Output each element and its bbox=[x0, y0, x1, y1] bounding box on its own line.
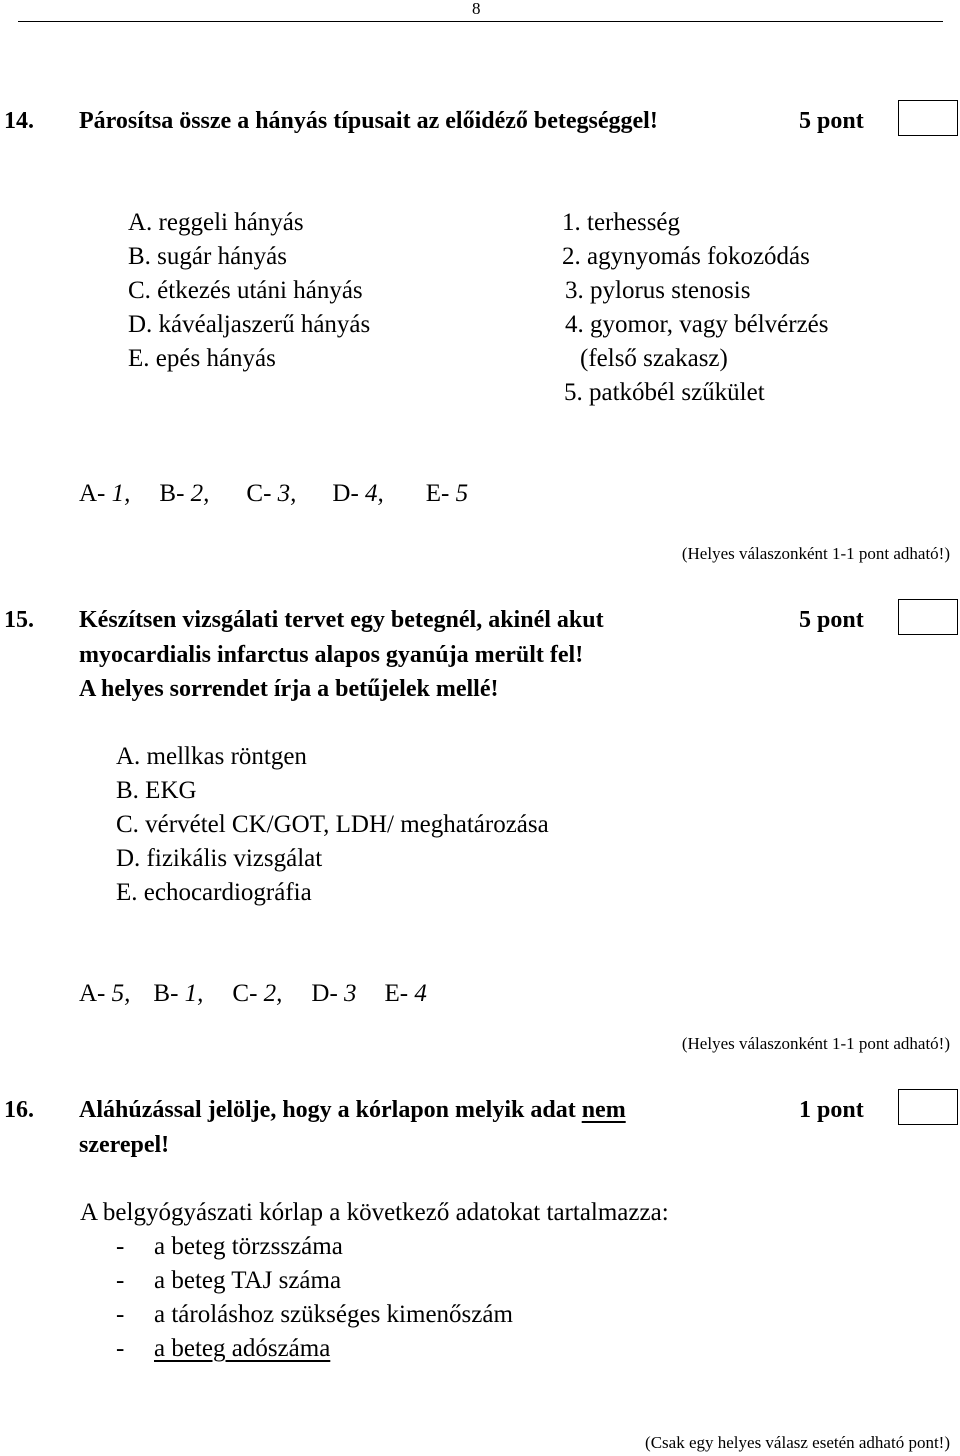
list-item: D. fizikális vizsgálat bbox=[116, 845, 323, 872]
answer-letter: E- bbox=[425, 480, 450, 507]
q15-scoring-note: (Helyes válaszonként 1-1 pont adható!) bbox=[681, 1034, 950, 1053]
answer-number: 5, bbox=[111, 980, 131, 1007]
list-item-dash: - bbox=[116, 1335, 125, 1362]
list-item: E. echocardiográfia bbox=[116, 879, 312, 906]
answer-letter: C- bbox=[246, 480, 272, 507]
answer-number: 3 bbox=[344, 980, 357, 1007]
q16-intro: A belgyógyászati kórlap a következő adatokat tartalmazza: bbox=[80, 1199, 669, 1226]
answer-pair bbox=[232, 981, 282, 1006]
q15-points: 5 pont bbox=[799, 607, 864, 633]
q16-title-line-1 bbox=[79, 1098, 626, 1122]
list-item: E. epés hányás bbox=[128, 345, 276, 372]
q16-score-box[interactable] bbox=[898, 1089, 958, 1125]
page-number: 8 bbox=[472, 0, 481, 18]
answer-number: 5 bbox=[455, 480, 469, 507]
q14-scoring-note: (Helyes válaszonként 1-1 pont adható!) bbox=[681, 544, 950, 563]
list-item: A. mellkas röntgen bbox=[116, 743, 307, 770]
list-item: 4. gyomor, vagy bélvérzés bbox=[565, 311, 829, 338]
list-item: (felső szakasz) bbox=[580, 345, 728, 372]
q14-title: Párosítsa össze a hányás típusait az előidéző betegséggel! bbox=[79, 108, 658, 134]
q16-points: 1 pont bbox=[799, 1097, 864, 1123]
q15-title-line-2: myocardialis infarctus alapos gyanúja merült fel! bbox=[79, 642, 584, 668]
q14-points: 5 pont bbox=[799, 108, 864, 134]
answer-number: 4 bbox=[414, 980, 427, 1007]
q16-title-emphasis: nem bbox=[581, 1097, 626, 1123]
q16-title-line-2: szerepel! bbox=[79, 1132, 170, 1158]
q15-title-line-1: Készítsen vizsgálati tervet egy betegnél, akinél akut bbox=[79, 607, 604, 633]
list-item: 5. patkóbél szűkület bbox=[564, 379, 765, 406]
q15-number: 15. bbox=[4, 607, 34, 633]
answer-letter: D- bbox=[332, 480, 359, 507]
answer-number: 2, bbox=[263, 980, 283, 1007]
answer-pair bbox=[79, 981, 130, 1006]
answer-letter: C- bbox=[232, 980, 258, 1007]
list-item: 3. pylorus stenosis bbox=[565, 277, 751, 304]
list-item-underlined-answer[interactable]: a beteg adószáma bbox=[154, 1335, 331, 1362]
answer-pair bbox=[426, 481, 468, 506]
answer-letter: B- bbox=[159, 480, 185, 507]
answer-number: 1, bbox=[111, 480, 131, 507]
q15-answer bbox=[79, 981, 427, 1006]
q16-scoring-note: (Csak egy helyes válasz esetén adható pont!) bbox=[645, 1433, 950, 1452]
list-item: B. sugár hányás bbox=[128, 243, 287, 270]
list-item: 2. agynyomás fokozódás bbox=[562, 243, 810, 270]
answer-pair bbox=[79, 481, 130, 506]
list-item: 1. terhesség bbox=[562, 209, 681, 236]
q14-answer bbox=[79, 481, 468, 506]
list-item[interactable]: a tároláshoz szükséges kimenőszám bbox=[154, 1301, 513, 1328]
q14-number: 14. bbox=[4, 108, 34, 134]
q16-title-text: Aláhúzással jelölje, hogy a kórlapon melyik adat bbox=[79, 1097, 576, 1123]
q15-title-line-3: A helyes sorrendet írja a betűjelek mellé! bbox=[79, 676, 499, 702]
answer-letter: A- bbox=[79, 980, 106, 1007]
answer-number: 4, bbox=[365, 480, 384, 507]
answer-pair bbox=[246, 481, 296, 506]
answer-pair bbox=[153, 981, 203, 1006]
list-item-dash: - bbox=[116, 1301, 125, 1328]
list-item: B. EKG bbox=[116, 777, 197, 804]
list-item-dash: - bbox=[116, 1267, 125, 1294]
list-item: C. étkezés utáni hányás bbox=[128, 277, 363, 304]
answer-pair bbox=[332, 481, 383, 506]
answer-pair bbox=[385, 981, 427, 1006]
list-item: D. kávéaljaszerű hányás bbox=[128, 311, 371, 338]
q16-number: 16. bbox=[4, 1097, 34, 1123]
answer-pair bbox=[311, 981, 356, 1006]
list-item: A. reggeli hányás bbox=[128, 209, 304, 236]
answer-number: 3, bbox=[277, 480, 297, 507]
list-item: C. vérvétel CK/GOT, LDH/ meghatározása bbox=[116, 811, 549, 838]
list-item[interactable]: a beteg törzsszáma bbox=[154, 1233, 343, 1260]
answer-pair bbox=[159, 481, 209, 506]
answer-number: 2, bbox=[190, 480, 210, 507]
answer-letter: E- bbox=[384, 980, 409, 1007]
q14-score-box[interactable] bbox=[898, 100, 958, 136]
answer-letter: B- bbox=[153, 980, 179, 1007]
answer-letter: A- bbox=[79, 480, 106, 507]
list-item[interactable]: a beteg TAJ száma bbox=[154, 1267, 342, 1294]
list-item-dash: - bbox=[116, 1233, 125, 1260]
q15-score-box[interactable] bbox=[898, 599, 958, 635]
answer-letter: D- bbox=[311, 980, 338, 1007]
answer-number: 1, bbox=[184, 980, 204, 1007]
header-rule bbox=[18, 21, 943, 22]
